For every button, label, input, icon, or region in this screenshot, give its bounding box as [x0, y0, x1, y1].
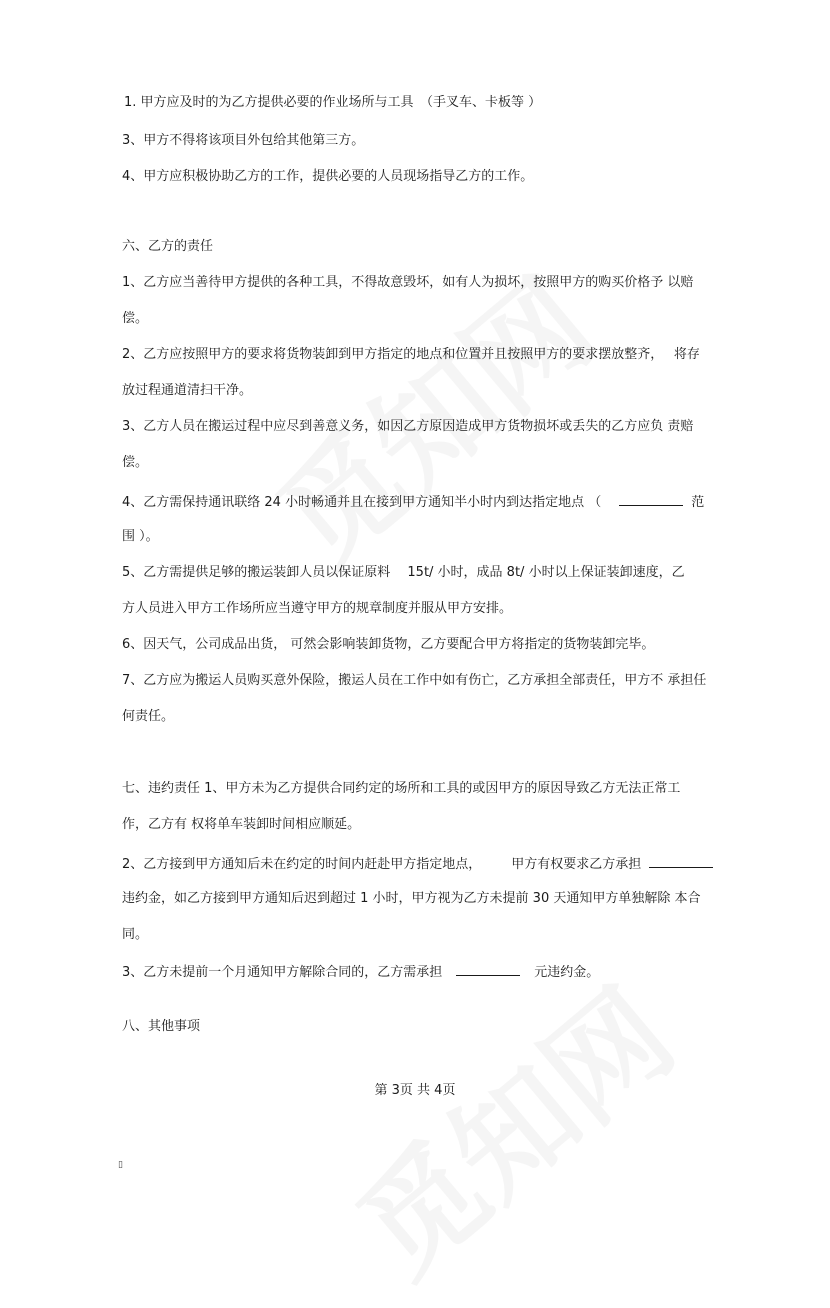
- clause-5-4: 4、甲方应积极协助乙方的工作，提供必要的人员现场指导乙方的工作。: [122, 169, 534, 184]
- clause-6-2a: 2、乙方应按照甲方的要求将货物装卸到甲方指定的地点和位置并且按照甲方的要求摆放整齐， 将存: [122, 347, 700, 362]
- clause-7-2a-mid: 甲方有权要求乙方承担: [511, 857, 642, 872]
- clause-7-3: [122, 962, 599, 982]
- clause-6-1b: 偿。: [122, 311, 149, 326]
- fill-in-blank: [649, 854, 713, 868]
- section-6-heading: 六、乙方的责任: [122, 239, 214, 254]
- clause-6-4a-end: 范: [691, 495, 705, 510]
- clause-6-2b: 放过程通道清扫干净。: [122, 383, 253, 398]
- clause-5-1: 1. 甲方应及时的为乙方提供必要的作业场所与工具 （手叉车、卡板等 ）: [124, 95, 542, 110]
- fill-in-blank: [456, 962, 520, 976]
- clause-5-3: 3、甲方不得将该项目外包给其他第三方。: [122, 133, 365, 148]
- corner-mark: ▯: [118, 1160, 123, 1170]
- section-8-heading: 八、其他事项: [122, 1019, 201, 1034]
- clause-7-1b: 作，乙方有 权将单车装卸时间相应顺延。: [122, 817, 361, 832]
- watermark: [317, 944, 703, 1307]
- clause-6-7a: 7、乙方应为搬运人员购买意外保险，搬运人员在工作中如有伤亡，乙方承担全部责任，甲方不 承担任: [122, 673, 707, 688]
- clause-7-2a-text: 2、乙方接到甲方通知后未在约定的时间内赶赴甲方指定地点，: [122, 857, 482, 872]
- clause-6-3b: 偿。: [122, 455, 149, 470]
- clause-6-4a: [122, 492, 704, 512]
- clause-6-3a: 3、乙方人员在搬运过程中应尽到善意义务，如因乙方原因造成甲方货物损坏或丢失的乙方应负 责赔: [122, 419, 694, 434]
- clause-6-6: 6、因天气，公司成品出货， 可然会影响装卸货物，乙方要配合甲方将指定的货物装卸完毕。: [122, 637, 655, 652]
- clause-7-2b: 违约金，如乙方接到甲方通知后迟到超过 1 小时，甲方视为乙方未提前 30 天通知甲方单独解除 本合: [122, 891, 701, 906]
- clause-7-3-text: 3、乙方未提前一个月通知甲方解除合同的，乙方需承担: [122, 965, 443, 980]
- clause-7-1a: 七、违约责任 1、甲方未为乙方提供合同约定的场所和工具的或因甲方的原因导致乙方无法正常工: [122, 781, 681, 796]
- clause-6-7b: 何责任。: [122, 709, 175, 724]
- page-number: 第 3页 共 4页: [374, 1083, 456, 1098]
- clause-6-5b: 方人员进入甲方工作场所应当遵守甲方的规章制度并服从甲方安排。: [122, 601, 513, 616]
- clause-7-2a: [122, 854, 713, 874]
- clause-7-3-end: 元违约金。: [534, 965, 600, 980]
- clause-6-1a: 1、乙方应当善待甲方提供的各种工具，不得故意毁坏，如有人为损坏，按照甲方的购买价格予 以赔: [122, 275, 694, 290]
- fill-in-blank: [619, 492, 683, 506]
- clause-6-5a: 5、乙方需提供足够的搬运装卸人员以保证原料 15t/ 小时，成品 8t/ 小时以上保证装卸速度，乙: [122, 565, 685, 580]
- clause-7-2c: 同。: [122, 927, 149, 942]
- clause-6-4a-text: 4、乙方需保持通讯联络 24 小时畅通并且在接到甲方通知半小时内到达指定地点 （: [122, 495, 602, 510]
- clause-6-4b: 围 ）。: [122, 529, 159, 544]
